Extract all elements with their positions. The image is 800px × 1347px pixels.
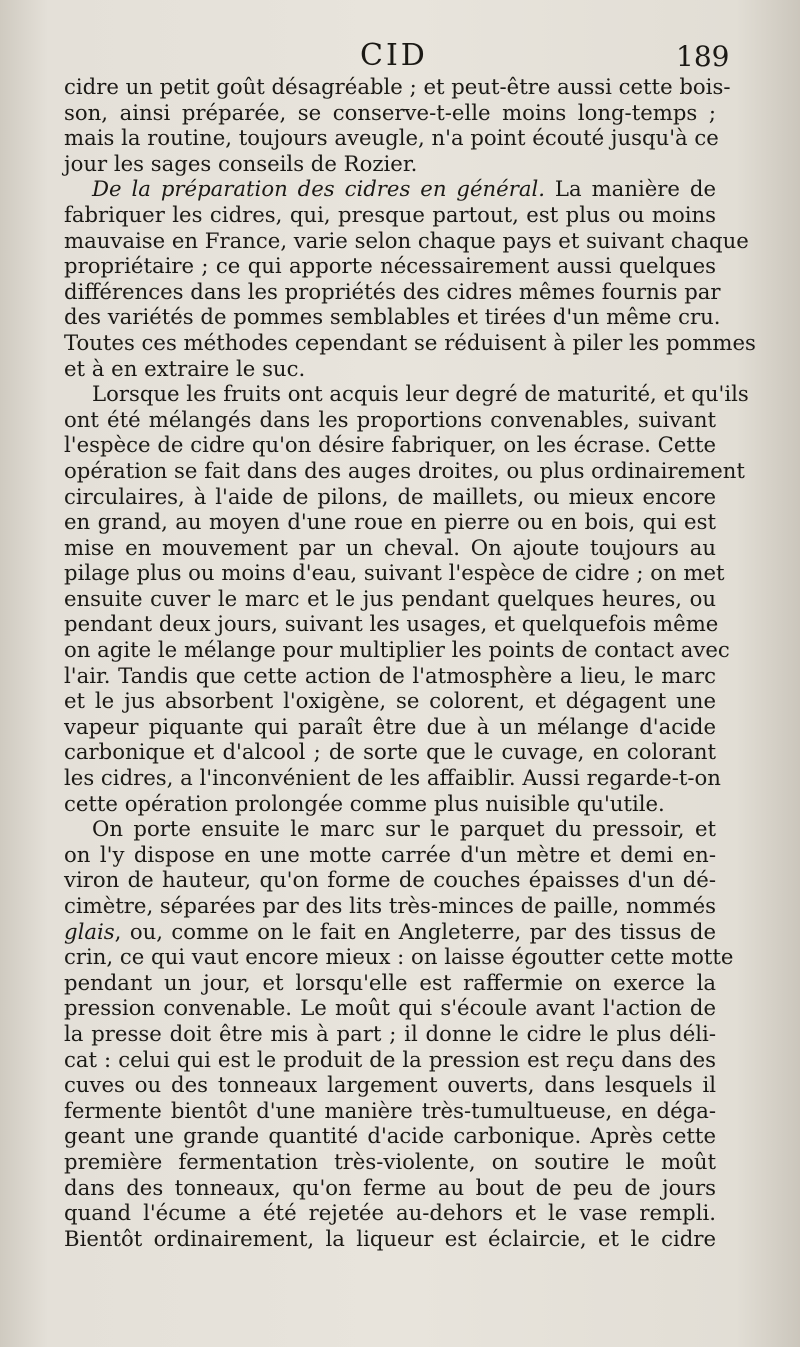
page-number: 189 (676, 40, 730, 73)
text-line: pression convenable. Le moût qui s'écoule avant l'action de (64, 995, 716, 1021)
text-line: crin, ce qui vaut encore mieux : on laisse égoutter cette motte (64, 944, 734, 970)
text-line: Toutes ces méthodes cependant se réduisent à piler les pommes (64, 329, 756, 355)
text-line: geant une grande quantité d'acide carbonique. Après cette (64, 1123, 716, 1149)
text-line: les cidres, a l'inconvénient de les affaiblir. Aussi regarde-t-on (64, 765, 721, 791)
text-line: la presse doit être mis à part ; il donne le cidre le plus déli- (64, 1020, 716, 1046)
text-line: viron de hauteur, qu'on forme de couches épaisses d'un dé- (64, 867, 716, 893)
text-line: l'espèce de cidre qu'on désire fabriquer, on les écrase. Cette (64, 432, 716, 458)
text-line: cimètre, séparées par des lits très-minces de paille, nommés (64, 893, 716, 918)
text-line: Bientôt ordinairement, la liqueur est éclaircie, et le cidre (64, 1225, 716, 1251)
text-fragment: La manière de (544, 176, 716, 202)
text-line: vapeur piquante qui paraît être due à un mélange d'acide (64, 713, 716, 739)
text-line: pendant deux jours, suivant les usages, et quelquefois même (64, 611, 719, 637)
text-line: l'air. Tandis que cette action de l'atmosphère a lieu, le marc (64, 662, 716, 688)
text-line: dans des tonneaux, qu'on ferme au bout de peu de jours (64, 1174, 716, 1200)
text-line: jour les sages conseils de Rozier. (64, 150, 418, 176)
text-line: mise en mouvement par un cheval. On ajoute toujours au (64, 534, 716, 560)
text-line: On porte ensuite le marc sur le parquet du pressoir, et (92, 816, 716, 842)
text-line: mais la routine, toujours aveugle, n'a point écouté jusqu'à ce (64, 125, 719, 151)
text-line: cat : celui qui est le produit de la pression est reçu dans des (64, 1046, 716, 1072)
text-line: mauvaise en France, varie selon chaque pays et suivant chaque (64, 227, 749, 253)
text-line: cidre un petit goût désagréable ; et peut-être aussi cette bois- (64, 74, 731, 99)
paragraph-2 (64, 176, 756, 381)
text-line: carbonique et d'alcool ; de sorte que le cuvage, en colorant (64, 739, 716, 765)
text-line: cuves ou des tonneaux largement ouverts, dans lesquels il (64, 1072, 716, 1098)
italic-term: glais (64, 918, 115, 944)
text-line: en grand, au moyen d'une roue en pierre ou en bois, qui est (64, 509, 716, 535)
text-line: circulaires, à l'aide de pilons, de maillets, ou mieux encore (64, 483, 716, 509)
text-line: opération se fait dans des auges droites, ou plus ordinairement (64, 457, 745, 483)
text-line: propriétaire ; ce qui apporte nécessairement aussi quelques (64, 253, 716, 279)
text-line: son, ainsi préparée, se conserve-t-elle moins long-temps ; (64, 99, 716, 125)
running-head: CID (360, 38, 428, 73)
paragraph-1 (64, 74, 731, 176)
paragraph-4 (64, 816, 734, 1251)
text-line: fabriquer les cidres, qui, presque partout, est plus ou moins (64, 201, 716, 227)
text-line: quand l'écume a été rejetée au-dehors et le vase rempli. (64, 1200, 716, 1226)
text-line: différences dans les propriétés des cidres mêmes fournis par (64, 278, 721, 304)
text-line: première fermentation très-violente, on soutire le moût (64, 1148, 716, 1174)
text-line (64, 176, 716, 202)
section-heading: De la préparation des cidres en général. (92, 176, 545, 202)
text-line: et le jus absorbent l'oxigène, se colorent, et dégagent une (64, 688, 716, 714)
text-line: pendant un jour, et lorsqu'elle est raffermie on exerce la (64, 969, 716, 995)
text-line: pilage plus ou moins d'eau, suivant l'espèce de cidre ; on met (64, 560, 725, 586)
text-line: on l'y dispose en une motte carrée d'un mètre et demi en- (64, 841, 716, 867)
text-line: on agite le mélange pour multiplier les points de contact avec (64, 637, 730, 663)
text-line: Lorsque les fruits ont acquis leur degré de maturité, et qu'ils (92, 381, 749, 407)
text-line: fermente bientôt d'une manière très-tumultueuse, en déga- (64, 1097, 716, 1123)
body-text (64, 74, 756, 1251)
text-line: ensuite cuver le marc et le jus pendant quelques heures, ou (64, 585, 716, 611)
text-line: et à en extraire le suc. (64, 355, 306, 381)
text-line: des variétés de pommes semblables et tirées d'un même cru. (64, 304, 721, 330)
text-line: glais, ou, comme on le fait en Angleterre, par des tissus de (64, 918, 716, 944)
paragraph-3 (64, 381, 749, 816)
text-line: ont été mélangés dans les proportions convenables, suivant (64, 406, 716, 432)
page-header (0, 34, 800, 74)
text-line: cette opération prolongée comme plus nuisible qu'utile. (64, 790, 665, 816)
